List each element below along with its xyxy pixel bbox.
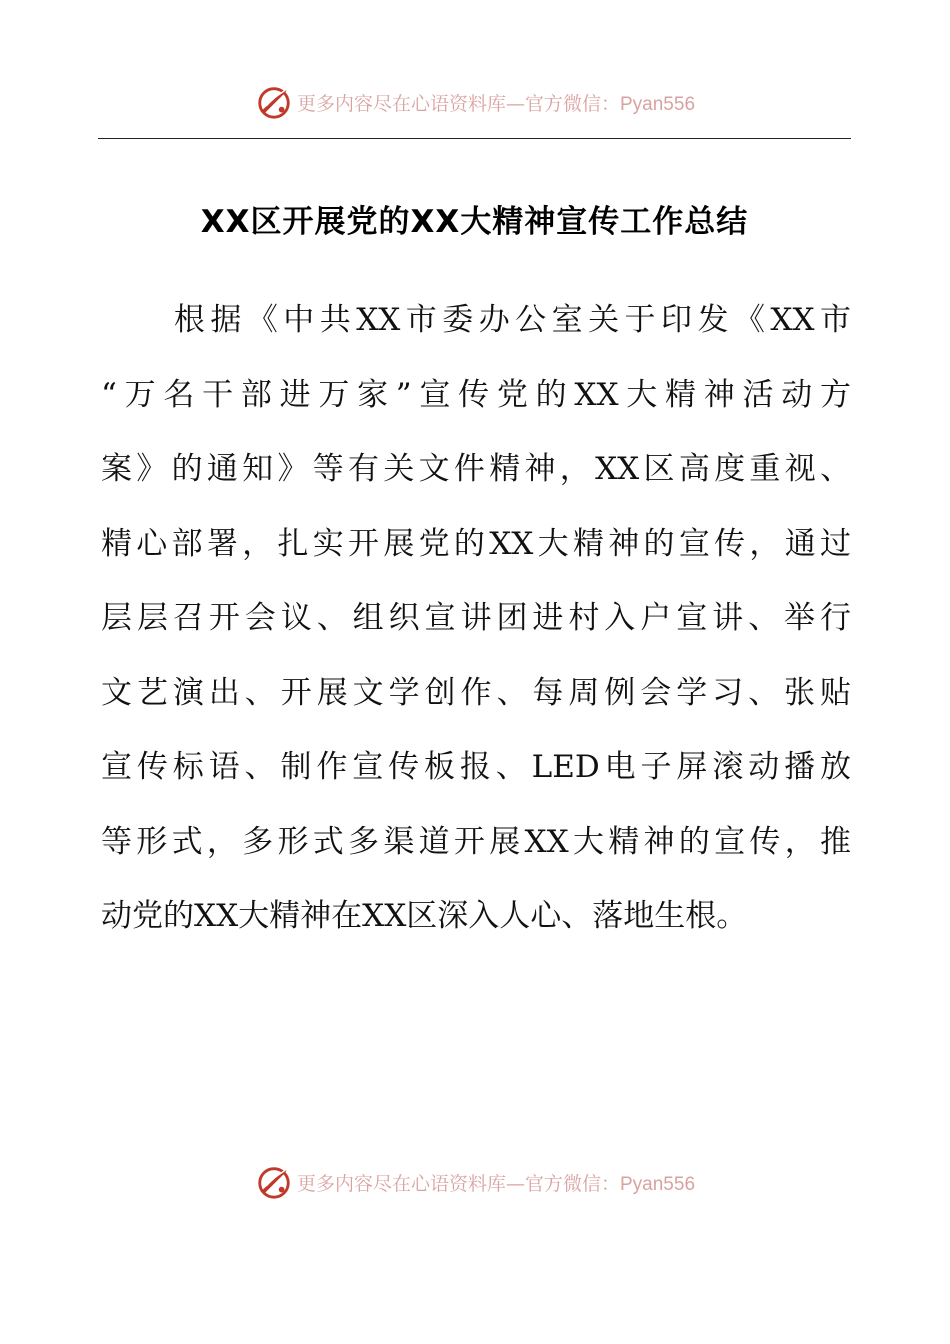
footer-banner (0, 1162, 950, 1202)
footer-banner-wechat-id: Pyan556 (620, 1173, 696, 1195)
body-line: “万名干部进万家”宣传党的XX大精神活动方 (101, 376, 851, 413)
header-banner-wechat-id: Pyan556 (620, 93, 696, 115)
footer-banner-text (297, 1169, 695, 1196)
body-line: 宣传标语、制作宣传板报、LED电子屏滚动播放 (101, 749, 851, 785)
quill-pen-circle-logo-icon (255, 83, 293, 121)
header-banner-text (297, 89, 695, 116)
document-body (101, 290, 851, 961)
header-banner-cn: 更多内容尽在心语资料库—官方微信： (296, 92, 620, 115)
body-line: 动党的XX大精神在XX区深入人心、落地生根。 (101, 898, 748, 934)
body-line: 文艺演出、开展文学创作、每周例会学习、张贴 (101, 674, 851, 711)
body-line: 层层召开会议、组织宣讲团进村入户宣讲、举行 (101, 600, 851, 636)
footer-banner-cn: 更多内容尽在心语资料库—官方微信： (296, 1172, 620, 1195)
body-line: 案》的通知》等有关文件精神，XX区高度重视、 (101, 451, 851, 487)
body-line: 精心部署，扎实开展党的XX大精神的宣传，通过 (101, 525, 851, 562)
header-divider (98, 138, 851, 139)
body-line: 根据《中共XX市委办公室关于印发《XX市 (101, 302, 851, 338)
body-line: 等形式，多形式多渠道开展XX大精神的宣传，推 (101, 823, 851, 860)
document-title: XX区开展党的XX大精神宣传工作总结 (200, 204, 749, 240)
quill-pen-circle-logo-icon (255, 1163, 293, 1201)
header-banner (0, 82, 950, 122)
